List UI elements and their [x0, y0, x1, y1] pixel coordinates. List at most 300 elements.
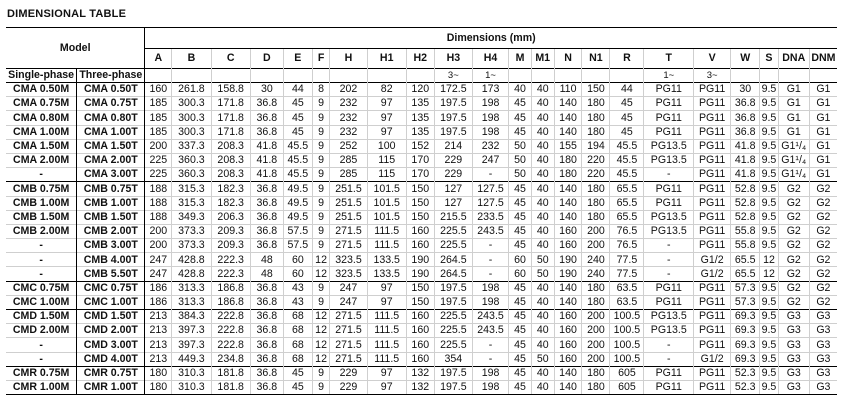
dimension-cell-r: 100.5 — [610, 338, 644, 352]
dimension-cell-h2: 160 — [406, 239, 434, 253]
dimension-cell-d: 41.8 — [250, 139, 283, 153]
dimension-cell-dnm: G2 — [809, 196, 837, 210]
dimension-cell-h4: 243.5 — [472, 310, 508, 324]
dimension-cell-h2: 160 — [406, 324, 434, 338]
dimension-cell-dnm: G3 — [809, 310, 837, 324]
dimension-cell-dna: G3 — [778, 366, 809, 380]
dimension-cell-dna: G2 — [778, 295, 809, 309]
dimension-cell-a: 186 — [145, 281, 172, 295]
dimension-cell-t: PG13.5 — [644, 224, 694, 238]
dimension-cell-b: 315.3 — [172, 182, 211, 196]
dimension-cell-d: 36.8 — [250, 324, 283, 338]
dimension-cell-d: 36.8 — [250, 125, 283, 139]
dimension-cell-m: 45 — [509, 196, 532, 210]
dimension-cell-e: 45 — [283, 111, 312, 125]
table-row — [6, 324, 837, 338]
dimension-cell-s: 9.5 — [761, 97, 777, 110]
dimension-cell-n: 140 — [554, 366, 582, 380]
dimension-cell-c: 181.8 — [211, 366, 250, 380]
dimension-cell-c: 208.3 — [211, 153, 250, 167]
dimension-cell-m1: 40 — [531, 310, 554, 324]
dimension-cell-a: 213 — [145, 324, 172, 338]
dimension-cell-v: PG11 — [694, 380, 731, 394]
dimension-cell-h1: 111.5 — [367, 324, 406, 338]
dimension-cell-b: 384.3 — [172, 310, 211, 324]
dimension-cell-w: 57.3 — [731, 281, 760, 295]
phase-subheader — [406, 69, 434, 83]
dimension-cell-r: 605 — [610, 366, 644, 380]
dimension-cell-d: 36.8 — [250, 295, 283, 309]
dimension-cell-n1: 200 — [582, 324, 610, 338]
phase-subheader — [531, 69, 554, 83]
dimension-cell-m: 45 — [509, 324, 532, 338]
dimension-cell-w: 36.8 — [731, 111, 760, 125]
dimension-cell-h1: 97 — [367, 111, 406, 125]
dimension-cell-h1: 115 — [367, 153, 406, 167]
dimension-cell-b: 313.3 — [172, 281, 211, 295]
dimension-cell-h: 247 — [330, 295, 367, 309]
dimension-cell-dna: G1¹/₄ — [778, 139, 809, 153]
dimension-cell-h4: 198 — [472, 125, 508, 139]
dimension-cell-n1: 150 — [582, 83, 610, 97]
dimension-cell-h2: 120 — [406, 83, 434, 97]
table-body — [6, 69, 837, 395]
dimension-cell-h2: 190 — [406, 253, 434, 267]
dimension-cell-f: 9 — [312, 295, 330, 309]
dimension-cell-h1: 111.5 — [367, 338, 406, 352]
dimension-cell-h4: 232 — [472, 139, 508, 153]
dimension-cell-f: 9 — [312, 281, 330, 295]
dimension-cell-dna: G3 — [778, 338, 809, 352]
dimension-cell-c: 222.8 — [211, 338, 250, 352]
dimension-cell-h1: 82 — [367, 83, 406, 97]
single-phase-model: - — [6, 168, 77, 182]
dimension-cell-h3: 197.5 — [434, 366, 472, 380]
dimension-cell-s: 9.5 — [761, 367, 777, 380]
dimension-cell-r: 605 — [610, 380, 644, 394]
dimension-cell-s: 9.5 — [761, 310, 777, 323]
dimension-cell-h: 323.5 — [330, 267, 367, 281]
dimension-cell-c: 208.3 — [211, 139, 250, 153]
dimension-cell-e: 45.5 — [283, 153, 312, 167]
dimension-cell-s: 9.5 — [761, 338, 777, 351]
dimension-cell-w: 36.8 — [731, 125, 760, 139]
dimension-cell-m1: 40 — [531, 281, 554, 295]
dimension-cell-n: 140 — [554, 97, 582, 111]
dimension-cell-dna: G3 — [778, 310, 809, 324]
dimension-cell-h2: 160 — [406, 310, 434, 324]
dimension-cell-e: 68 — [283, 338, 312, 352]
dimension-cell-v: PG11 — [694, 366, 731, 380]
dimension-cell-dna: G2 — [778, 224, 809, 238]
dimension-cell-h3: 127 — [434, 196, 472, 210]
dimension-cell-r: 63.5 — [610, 281, 644, 295]
dimension-cell-t: PG13.5 — [644, 153, 694, 167]
dimension-cell-b: 300.3 — [172, 97, 211, 111]
dimension-cell-m1: 40 — [531, 139, 554, 153]
dimension-cell-f: 9 — [312, 139, 330, 153]
table-row — [6, 295, 837, 309]
dimension-cell-b: 337.3 — [172, 139, 211, 153]
dimension-cell-m1: 50 — [531, 352, 554, 366]
dimension-cell-n1: 200 — [582, 224, 610, 238]
single-phase-model: CMA 1.50M — [6, 139, 77, 153]
dimension-cell-h: 229 — [330, 380, 367, 394]
dimension-cell-e: 45 — [283, 366, 312, 380]
column-header-n1: N1 — [582, 49, 610, 69]
dimension-cell-t: - — [644, 168, 694, 182]
dimension-cell-f: 9 — [312, 196, 330, 210]
dimension-cell-e: 49.5 — [283, 196, 312, 210]
table-row — [6, 153, 837, 167]
dimension-cell-w: 65.5 — [731, 253, 760, 267]
dimension-cell-d: 36.8 — [250, 281, 283, 295]
dimension-cell-c: 182.3 — [211, 196, 250, 210]
dimension-cell-n1: 180 — [582, 196, 610, 210]
dimension-cell-s: 9.5 — [761, 210, 777, 223]
dimension-cell-h: 271.5 — [330, 239, 367, 253]
dimension-cell-v: PG11 — [694, 168, 731, 182]
dimension-cell-f: 9 — [312, 224, 330, 238]
dimension-cell-n: 160 — [554, 224, 582, 238]
dimension-cell-t: PG11 — [644, 125, 694, 139]
dimension-cell-e: 68 — [283, 324, 312, 338]
dimension-cell-dnm: G1 — [809, 153, 837, 167]
dimension-cell-v: PG11 — [694, 83, 731, 97]
three-phase-model: CMD 1.50T — [77, 310, 145, 324]
dimension-cell-dnm: G1 — [809, 83, 837, 97]
single-phase-model: CMC 0.75M — [6, 281, 77, 295]
dimension-cell-h: 271.5 — [330, 352, 367, 366]
dimension-cell-m: 45 — [509, 111, 532, 125]
dimension-cell-n1: 180 — [582, 295, 610, 309]
dimension-cell-a: 188 — [145, 196, 172, 210]
dimension-cell-m1: 40 — [531, 83, 554, 97]
dimension-cell-dna: G2 — [778, 253, 809, 267]
dimension-cell-v: PG11 — [694, 324, 731, 338]
dimension-cell-h3: 197.5 — [434, 125, 472, 139]
dimension-cell-v: PG11 — [694, 310, 731, 324]
dimension-cell-h1: 97 — [367, 366, 406, 380]
dimension-cell-v: PG11 — [694, 295, 731, 309]
dimension-cell-dnm: G1 — [809, 97, 837, 111]
dimension-cell-h3: 229 — [434, 168, 472, 182]
dimension-cell-h: 251.5 — [330, 182, 367, 196]
dimension-cell-f: 9 — [312, 153, 330, 167]
column-header-e: E — [283, 49, 312, 69]
dimension-cell-h4: 198 — [472, 366, 508, 380]
dimension-cell-s: 12 — [760, 267, 779, 281]
dimension-cell-b: 315.3 — [172, 196, 211, 210]
dimension-cell-dna: G3 — [778, 324, 809, 338]
dimension-cell-m1: 40 — [531, 366, 554, 380]
dimension-cell-m: 45 — [509, 281, 532, 295]
table-title: DIMENSIONAL TABLE — [7, 8, 127, 20]
dimension-cell-e: 43 — [283, 295, 312, 309]
dimension-cell-dnm: G2 — [809, 239, 837, 253]
dimension-cell-h2: 150 — [406, 295, 434, 309]
three-phase-model: CMA 0.80T — [77, 111, 145, 125]
dimension-cell-m1: 40 — [531, 125, 554, 139]
dimension-cell-m: 45 — [509, 352, 532, 366]
three-phase-model: CMB 5.50T — [77, 267, 145, 281]
dimension-cell-h: 285 — [330, 153, 367, 167]
dimension-cell-h4: - — [472, 168, 508, 182]
dimension-cell-h2: 150 — [406, 196, 434, 210]
dimension-cell-c: 186.8 — [211, 281, 250, 295]
column-header-a: A — [145, 49, 172, 69]
dimension-cell-m: 45 — [509, 338, 532, 352]
dimension-cell-h: 251.5 — [330, 196, 367, 210]
single-phase-model: CMA 0.50M — [6, 83, 77, 97]
three-phase-model: CMD 4.00T — [77, 352, 145, 366]
dimension-cell-r: 77.5 — [610, 267, 644, 281]
dimension-cell-w: 69.3 — [731, 310, 760, 324]
dimension-cell-h4: 243.5 — [472, 324, 508, 338]
dimension-cell-a: 247 — [145, 267, 172, 281]
dimension-cell-a: 225 — [145, 153, 172, 167]
dimension-cell-n: 140 — [554, 210, 582, 224]
dimension-cell-dnm: G3 — [809, 380, 837, 394]
dimension-cell-n: 140 — [554, 380, 582, 394]
dimension-cell-h1: 111.5 — [367, 224, 406, 238]
dimension-cell-dna: G2 — [778, 182, 809, 196]
single-phase-model: - — [6, 338, 77, 352]
dimension-cell-dna: G1¹/₄ — [778, 168, 809, 182]
table-row — [6, 338, 837, 352]
dimension-cell-h1: 111.5 — [367, 310, 406, 324]
dimension-cell-f: 12 — [312, 267, 330, 281]
dimension-cell-n1: 220 — [582, 153, 610, 167]
dimension-cell-h: 251.5 — [330, 210, 367, 224]
table-row — [6, 253, 837, 267]
dimension-cell-h3: 225.5 — [434, 239, 472, 253]
dimension-cell-h4: 233.5 — [472, 210, 508, 224]
phase-subheader — [367, 69, 406, 83]
dimension-cell-n: 140 — [554, 182, 582, 196]
dimension-cell-m1: 40 — [531, 380, 554, 394]
dimension-cell-n: 110 — [554, 83, 582, 97]
dimension-cell-dna: G1 — [778, 97, 809, 111]
dimension-cell-m: 60 — [509, 253, 532, 267]
dimension-cell-r: 65.5 — [610, 196, 644, 210]
dimension-cell-e: 68 — [283, 352, 312, 366]
single-phase-model: - — [6, 352, 77, 366]
dimension-cell-n1: 200 — [582, 310, 610, 324]
dimension-cell-v: PG11 — [694, 338, 731, 352]
dimension-cell-h3: 225.5 — [434, 310, 472, 324]
single-phase-model: CMR 0.75M — [6, 366, 77, 380]
three-phase-model: CMB 4.00T — [77, 253, 145, 267]
dimension-cell-d: 36.8 — [250, 338, 283, 352]
dimension-cell-n1: 240 — [582, 267, 610, 281]
dimension-cell-m1: 40 — [531, 239, 554, 253]
dimension-cell-v: PG11 — [694, 111, 731, 125]
table-row — [6, 224, 837, 238]
dimension-cell-h4: 198 — [472, 295, 508, 309]
three-phase-model: CMD 3.00T — [77, 338, 145, 352]
dimension-cell-dnm: G3 — [809, 366, 837, 380]
dimension-cell-h1: 133.5 — [367, 267, 406, 281]
dimension-cell-h4: 127.5 — [472, 196, 508, 210]
dimension-cell-s: 9.5 — [761, 111, 777, 124]
dimension-cell-n: 190 — [554, 253, 582, 267]
dimension-cell-t: PG11 — [644, 97, 694, 111]
dimension-cell-v: PG11 — [694, 281, 731, 295]
dimension-cell-m1: 40 — [531, 338, 554, 352]
dimension-cell-n1: 180 — [582, 380, 610, 394]
three-phase-model: CMA 3.00T — [77, 168, 145, 182]
dimension-cell-h2: 135 — [406, 125, 434, 139]
phase-subheader — [330, 69, 367, 83]
dimension-cell-r: 65.5 — [610, 210, 644, 224]
three-phase-model: CMA 0.50T — [77, 83, 145, 97]
three-phase-header: Three-phase — [77, 69, 145, 83]
dimension-cell-e: 44 — [283, 83, 312, 97]
dimension-cell-h3: 172.5 — [434, 83, 472, 97]
dimension-cell-dnm: G2 — [809, 267, 837, 281]
table-row — [6, 97, 837, 111]
dimension-cell-r: 65.5 — [610, 182, 644, 196]
dimension-cell-t: PG13.5 — [644, 210, 694, 224]
dimension-cell-d: 36.8 — [250, 224, 283, 238]
three-phase-model: CMD 2.00T — [77, 324, 145, 338]
three-phase-model: CMR 0.75T — [77, 366, 145, 380]
dimension-cell-c: 181.8 — [211, 380, 250, 394]
dimension-cell-w: 52.8 — [731, 182, 760, 196]
dimension-cell-v: PG11 — [694, 139, 731, 153]
dimension-cell-w: 52.8 — [731, 196, 760, 210]
dimension-cell-m: 45 — [509, 182, 532, 196]
dimension-cell-v: G1/2 — [694, 253, 731, 267]
dimension-cell-f: 9 — [312, 380, 330, 394]
dimension-cell-h: 232 — [330, 97, 367, 111]
dimension-cell-d: 36.8 — [250, 182, 283, 196]
three-phase-model: CMB 1.50T — [77, 210, 145, 224]
dimension-cell-d: 36.8 — [250, 97, 283, 111]
dimension-cell-m1: 40 — [531, 97, 554, 111]
dimension-cell-t: PG13.5 — [644, 324, 694, 338]
dimension-cell-m: 50 — [509, 153, 532, 167]
dimension-cell-c: 206.3 — [211, 210, 250, 224]
dimension-cell-m: 40 — [509, 83, 532, 97]
dimension-cell-m: 45 — [509, 380, 532, 394]
dimension-cell-m: 60 — [509, 267, 532, 281]
dimension-cell-b: 397.3 — [172, 338, 211, 352]
dimension-cell-h: 285 — [330, 168, 367, 182]
dimension-cell-h: 271.5 — [330, 310, 367, 324]
dimension-cell-n1: 200 — [582, 239, 610, 253]
dimension-cell-m: 45 — [509, 366, 532, 380]
dimension-cell-h1: 97 — [367, 281, 406, 295]
dimension-cell-r: 45.5 — [610, 168, 644, 182]
dimension-cell-h1: 111.5 — [367, 352, 406, 366]
dimension-cell-h2: 132 — [406, 366, 434, 380]
table-row — [6, 210, 837, 224]
dimension-cell-n1: 180 — [582, 111, 610, 125]
dimension-cell-n: 140 — [554, 295, 582, 309]
dimension-cell-f: 9 — [312, 111, 330, 125]
dimension-cell-h: 271.5 — [330, 338, 367, 352]
dimension-cell-a: 185 — [145, 111, 172, 125]
single-phase-model: - — [6, 239, 77, 253]
dimension-cell-s: 9.5 — [761, 125, 777, 138]
dimension-cell-m1: 40 — [531, 295, 554, 309]
dimension-cell-dnm: G2 — [809, 210, 837, 224]
dimension-cell-c: 222.3 — [211, 253, 250, 267]
dimension-cell-h4: - — [472, 239, 508, 253]
dimension-cell-s: 12 — [760, 253, 779, 267]
dimension-cell-a: 213 — [145, 352, 172, 366]
dimension-cell-t: - — [644, 352, 694, 366]
dimension-cell-n: 140 — [554, 111, 582, 125]
phase-subheader — [145, 69, 172, 83]
dimension-cell-h: 247 — [330, 281, 367, 295]
column-header-t: T — [644, 49, 694, 69]
dimension-cell-h1: 133.5 — [367, 253, 406, 267]
dimension-cell-e: 60 — [283, 253, 312, 267]
phase-subheader — [283, 69, 312, 83]
dimension-cell-n1: 200 — [582, 352, 610, 366]
dimension-cell-h2: 150 — [406, 210, 434, 224]
dimension-cell-h3: 225.5 — [434, 224, 472, 238]
dimension-cell-t: - — [644, 338, 694, 352]
dimension-cell-r: 45 — [610, 97, 644, 111]
phase-subheader: 3~ — [434, 69, 472, 83]
dimension-cell-h2: 160 — [406, 352, 434, 366]
dimension-cell-dnm: G1 — [809, 111, 837, 125]
dimension-cell-h2: 135 — [406, 111, 434, 125]
dimension-cell-h4: 198 — [472, 380, 508, 394]
table-row — [6, 111, 837, 125]
table-row — [6, 352, 837, 366]
dimension-cell-n1: 180 — [582, 210, 610, 224]
phase-subheader — [582, 69, 610, 83]
dimension-cell-h: 232 — [330, 111, 367, 125]
dimension-cell-h2: 132 — [406, 380, 434, 394]
dimension-cell-h1: 97 — [367, 97, 406, 111]
dimension-cell-e: 49.5 — [283, 182, 312, 196]
dimension-cell-f: 12 — [312, 310, 330, 324]
dimension-cell-a: 185 — [145, 125, 172, 139]
phase-subheader — [731, 69, 760, 83]
dimension-cell-m: 45 — [509, 210, 532, 224]
dimension-cell-c: 222.8 — [211, 310, 250, 324]
dimension-cell-f: 9 — [312, 168, 330, 182]
three-phase-model: CMB 3.00T — [77, 239, 145, 253]
dimension-cell-f: 9 — [312, 239, 330, 253]
dimension-cell-s: 9.5 — [761, 140, 777, 153]
dimension-cell-v: PG11 — [694, 182, 731, 196]
dimension-cell-b: 313.3 — [172, 295, 211, 309]
single-phase-model: CMA 0.75M — [6, 97, 77, 111]
dimension-cell-h1: 101.5 — [367, 196, 406, 210]
dimension-cell-v: G1/2 — [694, 267, 731, 281]
dimension-cell-v: PG11 — [694, 196, 731, 210]
table-row — [6, 380, 837, 394]
dimension-cell-w: 36.8 — [731, 97, 760, 111]
column-header-h: H — [330, 49, 367, 69]
column-header-m: M — [509, 49, 532, 69]
dimension-cell-h4: 198 — [472, 97, 508, 111]
column-header-dna: DNA — [778, 49, 809, 69]
dimension-cell-t: - — [644, 267, 694, 281]
phase-subheader — [312, 69, 330, 83]
dimension-cell-v: PG11 — [694, 210, 731, 224]
dimension-cell-f: 8 — [312, 83, 330, 97]
dimension-cell-e: 45 — [283, 380, 312, 394]
dimension-cell-d: 36.8 — [250, 352, 283, 366]
